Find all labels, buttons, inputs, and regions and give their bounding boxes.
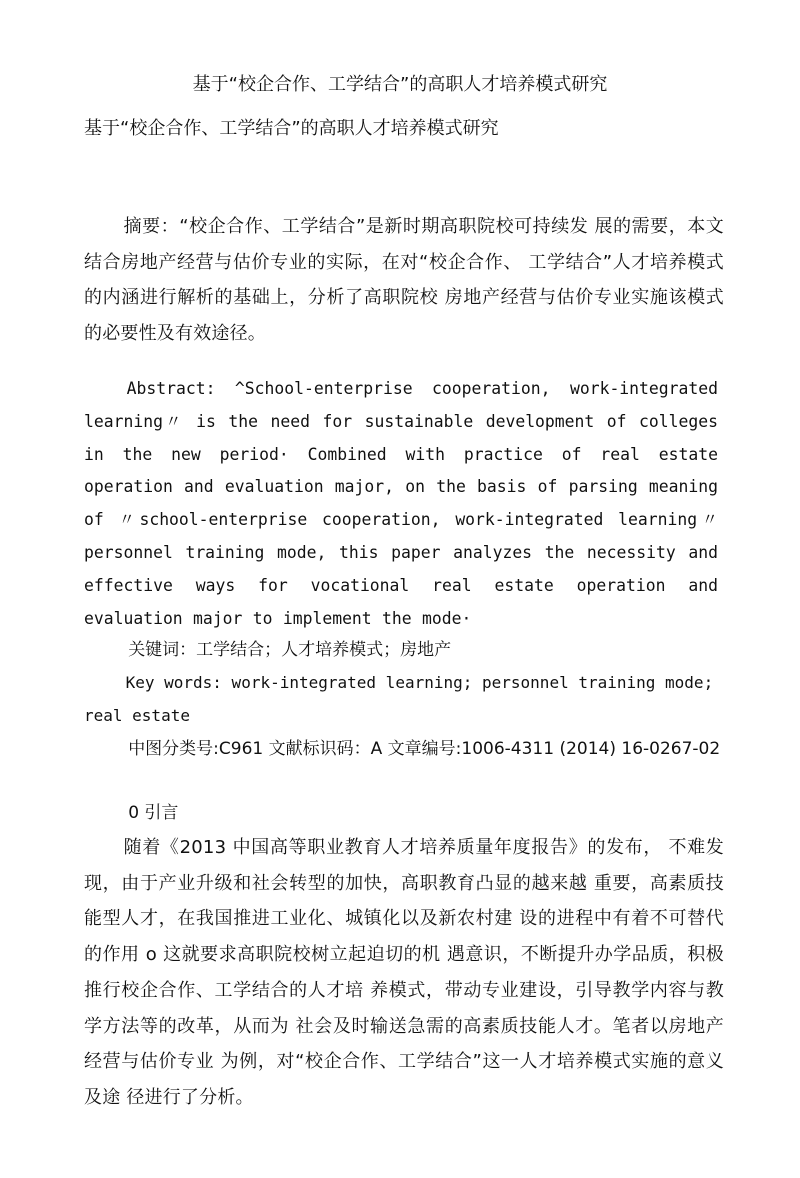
introduction-heading: 0 引言 xyxy=(128,803,179,823)
document-title-centered: 基于“校企合作、工学结合”的高职人才培养模式研究 xyxy=(192,74,608,95)
abstract-chinese: 摘要：“校企合作、工学结合”是新时期高职院校可持续发 展的需要，本文结合房地产经营与估价专业的实际，在对“校企合作、 工学结合”人才培养模式的内涵进行解析的基础上，分析了高职院校 房地产经营与估价专业实施该模式的必要性及有效途径。 xyxy=(84,216,724,344)
keywords-chinese: 关键词：工学结合；人才培养模式；房地产 xyxy=(128,640,452,660)
keywords-english: Key words: work-integrated learning; personnel training mode; real estate xyxy=(84,673,714,725)
introduction-body: 随着《2013 中国高等职业教育人才培养质量年度报告》的发布， 不难发现，由于产业升级和社会转型的加快，高职教育凸显的越来越 重要，高素质技能型人才，在我国推进工业化、城镇化以及新农村建 设的进程中有着不可替代的作用 o 这就要求高职院校树立起迫切的机 遇意识，不断提升办学品质，积极推行校企合作、工学结合的人才培 养模式，带动专业建设，引导教学内容与教学方法等的改革，从而为 社会及时输送急需的高素质技能人才。笔者以房地产经营与估价专业 为例，对“校企合作、工学结合”这一人才培养模式实施的意义及途 径进行了分析。 xyxy=(84,837,724,1108)
document-title-left: 基于“校企合作、工学结合”的高职人才培养模式研究 xyxy=(84,118,499,139)
classification-line: 中图分类号:C961 文献标识码：A 文章编号:1006-4311 (2014) 16-0267-02 xyxy=(128,739,721,759)
abstract-english: Abstract: ^School-enterprise cooperation, work-integrated learning〃 is the need for sustainable development of colleges in the new period· Combined with practice of real estate operation and evaluation major, on the basis of parsing meaning of 〃school-enterprise cooperation, work-integrated learning〃 personnel training mode, this paper analyzes the necessity and effective ways for vocational real estate operation and evaluation major to implement the mode· xyxy=(84,379,718,628)
